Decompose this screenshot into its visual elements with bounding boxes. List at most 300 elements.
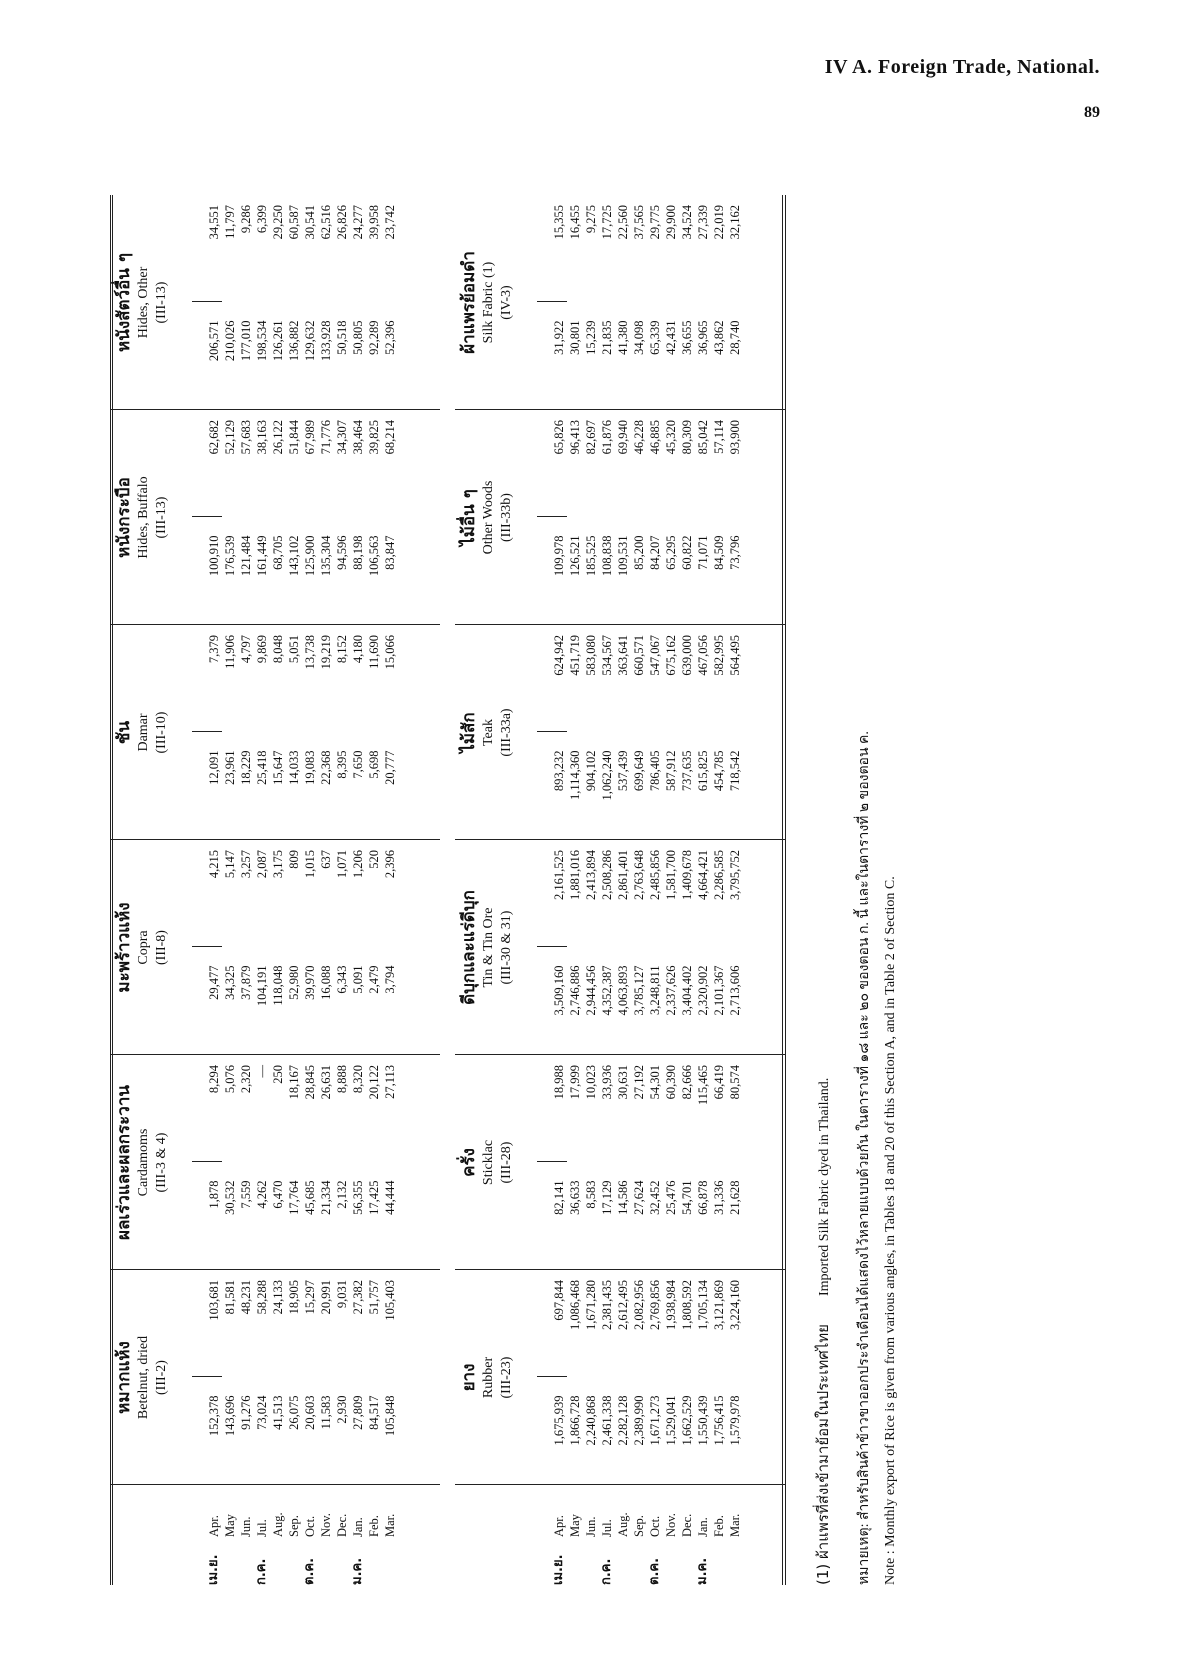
table-cell: 66,878 bbox=[696, 1180, 710, 1215]
values-year-2 bbox=[551, 625, 743, 733]
table-cell: 451,719 bbox=[568, 635, 582, 676]
table-cell: 105,403 bbox=[383, 1280, 397, 1321]
table-cell: 3,404,402 bbox=[680, 965, 694, 1016]
values-year-1 bbox=[551, 733, 743, 841]
table-cell: 66,419 bbox=[712, 1065, 726, 1100]
commodity-column bbox=[110, 625, 440, 840]
table-cell: 9,275 bbox=[584, 205, 598, 234]
column-title-thai: หนังกระบือ bbox=[114, 477, 134, 558]
rotated-table bbox=[110, 185, 1070, 1585]
column-header bbox=[459, 410, 515, 625]
table-cell: 3,794 bbox=[383, 965, 397, 994]
column-title-english: Hides, Buffalo bbox=[136, 476, 152, 559]
table-cell: 177,010 bbox=[239, 320, 253, 362]
table-cell: 18,229 bbox=[239, 750, 253, 785]
table-cell: 27,192 bbox=[632, 1065, 646, 1100]
table-cell: 9,286 bbox=[239, 205, 253, 234]
table-cell: 126,521 bbox=[568, 535, 582, 577]
table-cell: 126,261 bbox=[271, 320, 285, 362]
table-cell: — bbox=[255, 1065, 269, 1078]
year-label bbox=[270, 1541, 286, 1585]
table-cell: 18,988 bbox=[552, 1065, 566, 1100]
column-code: (III-33a) bbox=[498, 708, 514, 757]
table-cell: 57,683 bbox=[239, 420, 253, 455]
table-cell: 3,509,160 bbox=[552, 965, 566, 1016]
table-cell: 42,431 bbox=[664, 320, 678, 355]
year-label bbox=[286, 1541, 302, 1585]
table-cell: 88,198 bbox=[351, 535, 365, 570]
column-title-english: Sticklac bbox=[481, 1139, 497, 1186]
month-label: Jan. bbox=[696, 1517, 710, 1537]
values-year-2 bbox=[206, 1270, 398, 1378]
table-cell: 19,219 bbox=[319, 635, 333, 670]
table-cell: 5,091 bbox=[351, 965, 365, 994]
table-cell: 718,542 bbox=[728, 750, 742, 792]
table-cell: 12,091 bbox=[207, 750, 221, 785]
column-code: (IV-3) bbox=[498, 285, 514, 320]
month-label: Feb. bbox=[712, 1515, 726, 1537]
table-cell: 36,633 bbox=[568, 1180, 582, 1215]
table-cell: 36,655 bbox=[680, 320, 694, 355]
table-cell: 34,307 bbox=[335, 420, 349, 455]
table-cell: 2,087 bbox=[255, 850, 269, 879]
column-header bbox=[459, 840, 515, 1055]
table-cell: 65,826 bbox=[552, 420, 566, 455]
values-year-1 bbox=[551, 303, 743, 411]
values-year-2 bbox=[551, 1270, 743, 1378]
table-cell: 639,000 bbox=[680, 635, 694, 676]
table-cell: 2,763,648 bbox=[632, 850, 646, 900]
table-cell: 41,380 bbox=[616, 320, 630, 355]
values-year-1 bbox=[206, 303, 398, 411]
table-cell: 1,756,415 bbox=[712, 1395, 726, 1446]
table-cell: 7,379 bbox=[207, 635, 221, 664]
table-cell: 133,928 bbox=[319, 320, 333, 362]
table-cell: 27,809 bbox=[351, 1395, 365, 1430]
table-cell: 94,596 bbox=[335, 535, 349, 570]
table-cell: 587,912 bbox=[664, 750, 678, 792]
table-cell: 2,413,894 bbox=[584, 850, 598, 900]
year-label bbox=[238, 1541, 254, 1585]
table-cell: 17,764 bbox=[287, 1180, 301, 1215]
table-cell: 100,910 bbox=[207, 535, 221, 577]
column-code: (III-33b) bbox=[498, 493, 514, 542]
table-cell: 2,461,338 bbox=[600, 1395, 614, 1446]
commodity-column bbox=[455, 1270, 785, 1485]
year-label bbox=[631, 1541, 647, 1585]
column-title-thai: ไม้อื่น ๆ bbox=[459, 489, 479, 546]
table-cell: 1,671,280 bbox=[584, 1280, 598, 1330]
table-cell: 109,978 bbox=[552, 535, 566, 577]
column-title-thai: ไม้สัก bbox=[459, 712, 479, 753]
table-cell: 1,581,700 bbox=[664, 850, 678, 900]
table-cell: 28,845 bbox=[303, 1065, 317, 1100]
table-cell: 8,048 bbox=[271, 635, 285, 664]
table-cell: 32,162 bbox=[728, 205, 742, 240]
column-header bbox=[114, 1055, 170, 1270]
table-cell: 91,276 bbox=[239, 1395, 253, 1430]
table-cell: 13,738 bbox=[303, 635, 317, 670]
table-cell: 34,098 bbox=[632, 320, 646, 355]
table-cell: 65,339 bbox=[648, 320, 662, 355]
table-cell: 1,062,240 bbox=[600, 750, 614, 801]
column-header bbox=[459, 195, 515, 410]
table-cell: 14,586 bbox=[616, 1180, 630, 1215]
table-cell: 467,056 bbox=[696, 635, 710, 676]
table-cell: 1,071 bbox=[335, 850, 349, 879]
table-cell: 54,701 bbox=[680, 1180, 694, 1215]
column-header bbox=[459, 625, 515, 840]
month-label: Sep. bbox=[632, 1515, 646, 1537]
table-cell: 118,048 bbox=[271, 965, 285, 1006]
table-cell: 18,905 bbox=[287, 1280, 301, 1315]
table-cell: 68,705 bbox=[271, 535, 285, 570]
year-label: เม.ย. bbox=[551, 1554, 566, 1585]
month-label: Mar. bbox=[728, 1513, 742, 1537]
table-cell: 45,685 bbox=[303, 1180, 317, 1215]
table-cell: 41,513 bbox=[271, 1395, 285, 1430]
month-label: Aug. bbox=[271, 1512, 285, 1537]
table-cell: 51,844 bbox=[287, 420, 301, 455]
table-cell: 2,320 bbox=[239, 1065, 253, 1094]
table-cell: 363,641 bbox=[616, 635, 630, 676]
table-cell: 1,579,978 bbox=[728, 1395, 742, 1446]
table-cell: 20,991 bbox=[319, 1280, 333, 1315]
year-label bbox=[727, 1541, 743, 1585]
remark-thai: หมายเหตุ: สำหรับสินค้าข้าวขาออกประจำเดือนได้แสดงไว้หลายแบบด้วยกัน ในตารางที่ ๑๘ และ ๒๐ ของตอน ก. นี้ และในตารางที่ ๒ ของตอน ค. bbox=[857, 731, 872, 1585]
table-cell: 2,082,956 bbox=[632, 1280, 646, 1330]
table-cell: 6,343 bbox=[335, 965, 349, 994]
table-cell: 4,063,893 bbox=[616, 965, 630, 1016]
column-title-thai: มะพร้าวแห้ง bbox=[114, 902, 134, 993]
table-cell: 11,797 bbox=[223, 205, 237, 239]
month-label: Dec. bbox=[680, 1513, 694, 1537]
table-cell: 3,224,160 bbox=[728, 1280, 742, 1330]
table-cell: 96,413 bbox=[568, 420, 582, 455]
column-header bbox=[114, 625, 170, 840]
values-year-2 bbox=[551, 410, 743, 518]
values-year-1 bbox=[206, 948, 398, 1056]
table-cell: 25,476 bbox=[664, 1180, 678, 1215]
table-cell: 2,286,585 bbox=[712, 850, 726, 900]
table-cell: 30,631 bbox=[616, 1065, 630, 1100]
column-title-english: Copra bbox=[136, 930, 152, 965]
table-cell: 22,368 bbox=[319, 750, 333, 785]
table-cell: 675,162 bbox=[664, 635, 678, 676]
table-cell: 50,805 bbox=[351, 320, 365, 355]
year-label: ต.ค. bbox=[302, 1557, 317, 1585]
table-cell: 582,995 bbox=[712, 635, 726, 676]
table-cell: 3,795,752 bbox=[728, 850, 742, 900]
month-labels bbox=[551, 1493, 743, 1537]
table-cell: 67,989 bbox=[303, 420, 317, 455]
table-cell: 143,696 bbox=[223, 1395, 237, 1437]
table-cell: 29,250 bbox=[271, 205, 285, 240]
page-header-title: IV A. Foreign Trade, National. bbox=[824, 56, 1100, 78]
values-year-1 bbox=[206, 733, 398, 841]
table-cell: 11,906 bbox=[223, 635, 237, 669]
year-label bbox=[222, 1541, 238, 1585]
table-cell: 52,396 bbox=[383, 320, 397, 355]
table-cell: 8,294 bbox=[207, 1065, 221, 1094]
table-cell: 4,262 bbox=[255, 1180, 269, 1209]
table-cell: 39,970 bbox=[303, 965, 317, 1000]
table-cell: 2,381,435 bbox=[600, 1280, 614, 1330]
table-cell: 73,024 bbox=[255, 1395, 269, 1430]
table-cell: 82,697 bbox=[584, 420, 598, 455]
column-title-english: Damar bbox=[136, 713, 152, 752]
values-year-1 bbox=[551, 1378, 743, 1486]
table-cell: 30,541 bbox=[303, 205, 317, 240]
table-cell: 43,862 bbox=[712, 320, 726, 355]
table-cell: 2,930 bbox=[335, 1395, 349, 1424]
table-cell: 115,465 bbox=[696, 1065, 710, 1106]
table-cell: 73,796 bbox=[728, 535, 742, 570]
top-panel bbox=[110, 185, 440, 1585]
table-cell: 1,866,728 bbox=[568, 1395, 582, 1446]
table-cell: 2,861,401 bbox=[616, 850, 630, 900]
table-cell: 7,650 bbox=[351, 750, 365, 779]
table-cell: 25,418 bbox=[255, 750, 269, 785]
month-label: Jun. bbox=[239, 1516, 253, 1537]
table-cell: 3,785,127 bbox=[632, 965, 646, 1016]
footnote-thai: (1) ผ้าแพรที่ส่งเข้ามาย้อมในประเทศไทย bbox=[814, 1324, 832, 1585]
column-code: (III-2) bbox=[153, 1360, 169, 1395]
table-cell: 2,337,626 bbox=[664, 965, 678, 1016]
table-cell: 809 bbox=[287, 850, 301, 869]
table-cell: 1,086,468 bbox=[568, 1280, 582, 1330]
table-cell: 176,539 bbox=[223, 535, 237, 577]
table-cell: 60,822 bbox=[680, 535, 694, 570]
table-cell: 2,713,606 bbox=[728, 965, 742, 1016]
column-code: (III-3 & 4) bbox=[153, 1132, 169, 1193]
table-cell: 185,525 bbox=[584, 535, 598, 577]
bottom-panel bbox=[455, 185, 785, 1585]
table-cell: 11,583 bbox=[319, 1395, 333, 1430]
table-cell: 84,517 bbox=[367, 1395, 381, 1430]
table-cell: 37,565 bbox=[632, 205, 646, 240]
table-cell: 699,649 bbox=[632, 750, 646, 792]
commodity-column bbox=[110, 195, 440, 410]
table-cell: 29,477 bbox=[207, 965, 221, 1000]
table-cell: 56,355 bbox=[351, 1180, 365, 1215]
table-cell: 34,551 bbox=[207, 205, 221, 240]
month-label: May bbox=[568, 1514, 582, 1537]
column-title-english: Teak bbox=[481, 719, 497, 747]
table-cell: 1,878 bbox=[207, 1180, 221, 1209]
table-cell: 24,277 bbox=[351, 205, 365, 240]
column-header bbox=[114, 840, 170, 1055]
table-cell: 4,664,421 bbox=[696, 850, 710, 900]
table-cell: 104,191 bbox=[255, 965, 269, 1007]
month-label: Jul. bbox=[600, 1519, 614, 1537]
column-header bbox=[114, 410, 170, 625]
table-cell: 1,206 bbox=[351, 850, 365, 879]
table-cell: 4,352,387 bbox=[600, 965, 614, 1016]
month-label: Oct. bbox=[303, 1515, 317, 1537]
table-cell: 29,900 bbox=[664, 205, 678, 240]
table-cell: 51,757 bbox=[367, 1280, 381, 1315]
table-cell: 8,152 bbox=[335, 635, 349, 664]
table-cell: 2,132 bbox=[335, 1180, 349, 1209]
table-cell: 637 bbox=[319, 850, 333, 869]
table-cell: 28,740 bbox=[728, 320, 742, 355]
table-cell: 80,309 bbox=[680, 420, 694, 455]
table-cell: 19,083 bbox=[303, 750, 317, 785]
table-cell: 31,336 bbox=[712, 1180, 726, 1215]
table-cell: 105,848 bbox=[383, 1395, 397, 1437]
table-cell: 30,801 bbox=[568, 320, 582, 355]
table-cell: 8,583 bbox=[584, 1180, 598, 1209]
table-cell: 3,175 bbox=[271, 850, 285, 879]
values-year-2 bbox=[206, 410, 398, 518]
table-cell: 15,647 bbox=[271, 750, 285, 785]
table-cell: 17,999 bbox=[568, 1065, 582, 1100]
table-cell: 33,936 bbox=[600, 1065, 614, 1100]
table-cell: 108,838 bbox=[600, 535, 614, 577]
values-year-1 bbox=[206, 1163, 398, 1271]
commodity-column bbox=[110, 1055, 440, 1270]
table-cell: 23,961 bbox=[223, 750, 237, 785]
year-label: ต.ค. bbox=[647, 1557, 662, 1585]
table-cell: 46,885 bbox=[648, 420, 662, 455]
values-year-2 bbox=[206, 195, 398, 303]
column-code: (III-8) bbox=[153, 930, 169, 965]
table-cell: 83,847 bbox=[383, 535, 397, 570]
table-cell: 106,563 bbox=[367, 535, 381, 577]
table-cell: 62,682 bbox=[207, 420, 221, 455]
table-cell: 68,214 bbox=[383, 420, 397, 455]
table-cell: 15,239 bbox=[584, 320, 598, 355]
month-label: Sep. bbox=[287, 1515, 301, 1537]
table-cell: 82,141 bbox=[552, 1180, 566, 1215]
table-cell: 737,635 bbox=[680, 750, 694, 792]
table-cell: 534,567 bbox=[600, 635, 614, 676]
values-year-1 bbox=[551, 948, 743, 1056]
remark-english: Note : Monthly export of Rice is given from various angles, in Tables 18 and 20 of this Section A, and in Table 2 of Section C. bbox=[883, 876, 898, 1585]
table-cell: 60,390 bbox=[664, 1065, 678, 1100]
table-cell: 250 bbox=[271, 1065, 285, 1084]
table-cell: 1,409,678 bbox=[680, 850, 694, 900]
notes bbox=[810, 185, 904, 1585]
values-year-2 bbox=[551, 195, 743, 303]
values-year-1 bbox=[551, 518, 743, 626]
table-cell: 85,200 bbox=[632, 535, 646, 570]
table-cell: 15,066 bbox=[383, 635, 397, 670]
table-cell: 697,844 bbox=[552, 1280, 566, 1321]
table-cell: 6,470 bbox=[271, 1180, 285, 1209]
table-cell: 11,690 bbox=[367, 635, 381, 669]
values-year-1 bbox=[551, 1163, 743, 1271]
table-cell: 85,042 bbox=[696, 420, 710, 455]
table-cell: 2,746,886 bbox=[568, 965, 582, 1016]
column-title-thai: ดีบุกและแร่ดีบุก bbox=[459, 890, 479, 1005]
month-label: Oct. bbox=[648, 1515, 662, 1537]
table-cell: 71,071 bbox=[696, 535, 710, 570]
table-cell: 143,102 bbox=[287, 535, 301, 577]
table-cell: 3,248,811 bbox=[648, 965, 662, 1016]
table-cell: 4,797 bbox=[239, 635, 253, 664]
table-cell: 129,632 bbox=[303, 320, 317, 362]
column-title-english: Hides, Other bbox=[136, 266, 152, 339]
year-label bbox=[711, 1541, 727, 1585]
column-title-english: Silk Fabric (1) bbox=[481, 261, 497, 344]
year-label: ก.ค. bbox=[599, 1558, 614, 1585]
table-cell: 26,826 bbox=[335, 205, 349, 240]
table-cell: 9,031 bbox=[335, 1280, 349, 1309]
table-cell: 210,026 bbox=[223, 320, 237, 362]
year-label bbox=[583, 1541, 599, 1585]
table-cell: 1,550,439 bbox=[696, 1395, 710, 1446]
month-label: Apr. bbox=[207, 1515, 221, 1537]
table-cell: 1,662,529 bbox=[680, 1395, 694, 1446]
table-cell: 8,888 bbox=[335, 1065, 349, 1094]
table-cell: 615,825 bbox=[696, 750, 710, 792]
table-cell: 29,775 bbox=[648, 205, 662, 240]
table-cell: 39,825 bbox=[367, 420, 381, 455]
table-cell: 109,531 bbox=[616, 535, 630, 577]
column-code: (III-28) bbox=[498, 1141, 514, 1184]
table-cell: 2,485,856 bbox=[648, 850, 662, 900]
table-cell: 1,938,984 bbox=[664, 1280, 678, 1330]
table-cell: 54,301 bbox=[648, 1065, 662, 1100]
table-cell: 520 bbox=[367, 850, 381, 869]
table-cell: 22,560 bbox=[616, 205, 630, 240]
table-cell: 57,114 bbox=[712, 420, 726, 454]
table-cell: 660,571 bbox=[632, 635, 646, 676]
table-cell: 2,396 bbox=[383, 850, 397, 879]
table-cell: 22,019 bbox=[712, 205, 726, 240]
year-label: เม.ย. bbox=[206, 1554, 221, 1585]
table-cell: 16,088 bbox=[319, 965, 333, 1000]
footnote-english: Imported Silk Fabric dyed in Thailand. bbox=[817, 1077, 832, 1297]
table-cell: 46,228 bbox=[632, 420, 646, 455]
table-cell: 23,742 bbox=[383, 205, 397, 240]
column-header bbox=[459, 1055, 515, 1270]
table-cell: 65,295 bbox=[664, 535, 678, 570]
table-cell: 80,574 bbox=[728, 1065, 742, 1100]
table-cell: 454,785 bbox=[712, 750, 726, 792]
column-title-english: Cardamoms bbox=[136, 1128, 152, 1197]
table-cell: 44,444 bbox=[383, 1180, 397, 1215]
year-label bbox=[679, 1541, 695, 1585]
table-cell: 69,940 bbox=[616, 420, 630, 455]
year-label: ก.ค. bbox=[254, 1558, 269, 1585]
table-cell: 93,900 bbox=[728, 420, 742, 455]
column-title-thai: ครั่ง bbox=[459, 1148, 479, 1177]
month-label: Aug. bbox=[616, 1512, 630, 1537]
table-cell: 52,980 bbox=[287, 965, 301, 1000]
column-title-thai: หมากแห้ง bbox=[114, 1341, 134, 1414]
table-cell: 27,113 bbox=[383, 1065, 397, 1099]
table-cell: 92,289 bbox=[367, 320, 381, 355]
table-cell: 15,355 bbox=[552, 205, 566, 240]
commodity-column bbox=[455, 840, 785, 1055]
commodity-column bbox=[110, 840, 440, 1055]
table-cell: 30,532 bbox=[223, 1180, 237, 1215]
column-code: (III-30 & 31) bbox=[498, 910, 514, 985]
table-cell: 6,399 bbox=[255, 205, 269, 234]
table-cell: 103,681 bbox=[207, 1280, 221, 1321]
table-cell: 34,325 bbox=[223, 965, 237, 1000]
year-label: ม.ค. bbox=[695, 1557, 710, 1585]
commodity-column bbox=[110, 410, 440, 625]
table-cell: 125,900 bbox=[303, 535, 317, 577]
table-cell: 7,559 bbox=[239, 1180, 253, 1209]
table-cell: 34,524 bbox=[680, 205, 694, 240]
table-cell: 38,464 bbox=[351, 420, 365, 455]
commodity-column bbox=[455, 1055, 785, 1270]
